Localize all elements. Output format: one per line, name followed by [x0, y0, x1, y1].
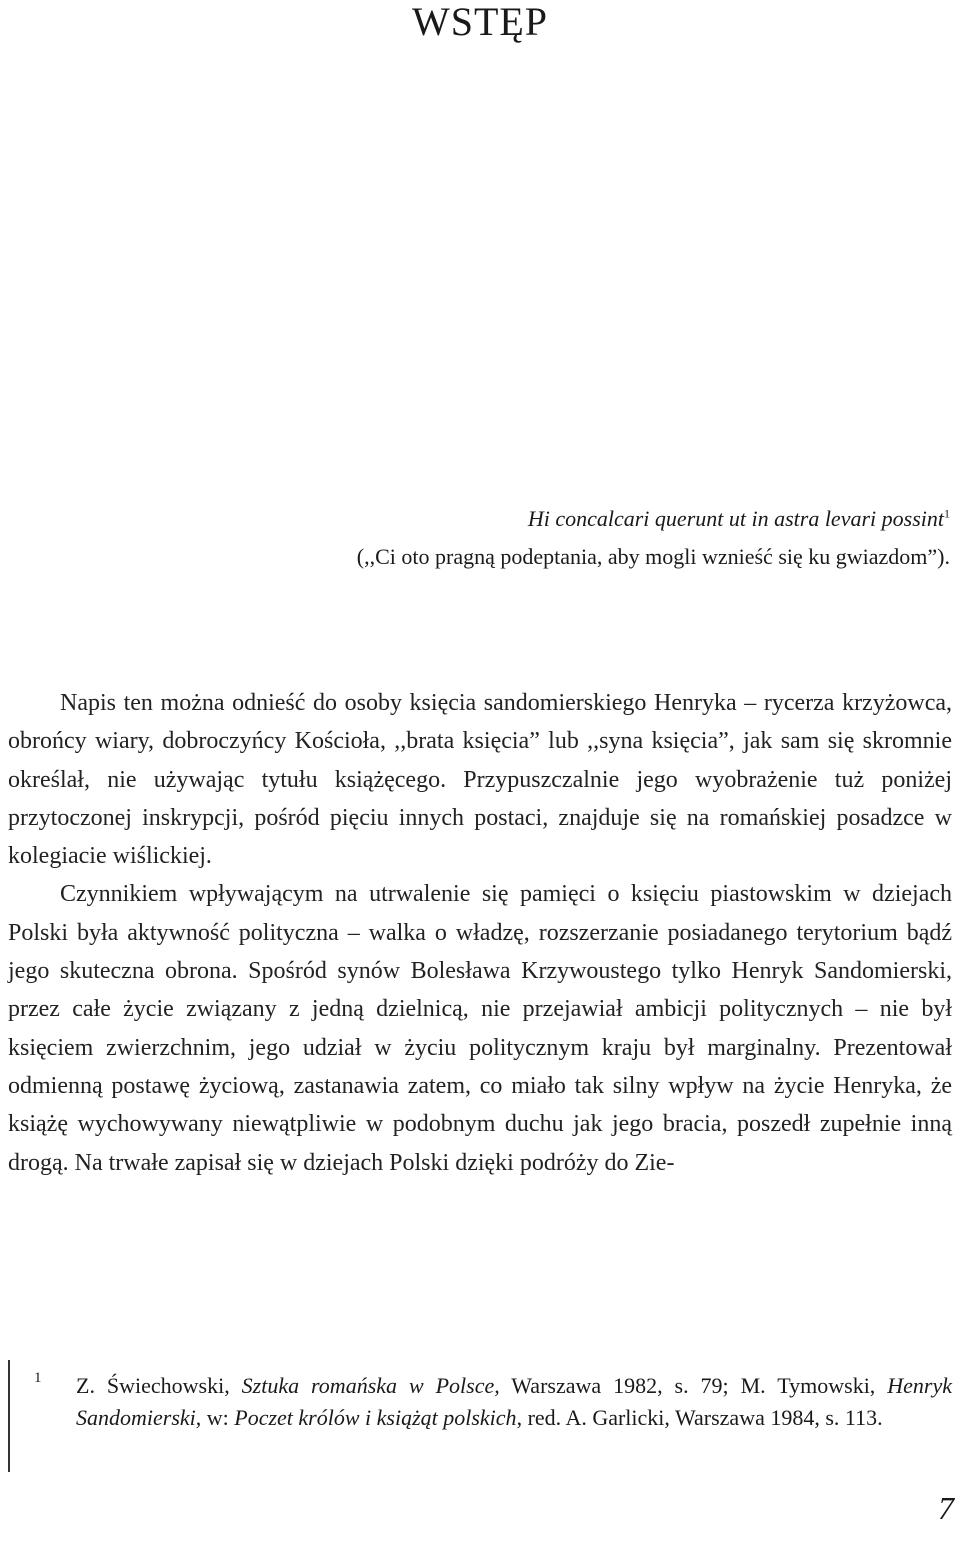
- epigraph-latin-line: [357, 500, 950, 538]
- footnote-part: , w:: [195, 1405, 235, 1430]
- footnote-book-title: Henryk Sandomierski: [76, 1373, 953, 1430]
- page-title: WSTĘP: [411, 0, 549, 44]
- footnote-text: [76, 1370, 952, 1434]
- body-text: [8, 684, 952, 1182]
- footnote-part: Z. Świechowski,: [76, 1373, 242, 1398]
- footnote-rule: [8, 1360, 10, 1472]
- footnote-marker: 1: [34, 1370, 42, 1386]
- paragraph: Czynnikiem wpływającym na utrwalenie się pamięci o księciu piastowskim w dziejach Polski była aktywność polityczna – walka o władzę, rozszerzanie posiadanego terytorium bądź jego skuteczna obrona. Spośród synów Bolesława Krzywoustego tylko Henryk Sandomierski, przez całe życie związany z jedną dzielnicą, nie przejawiał ambicji politycznych – nie był księciem zwierzchnim, jego udział w życiu politycznym kraju był marginalny. Prezentował odmienną postawę życiową, zastanawia zatem, co miało tak silny wpływ na życie Henryka, że książę wychowywany niewątpliwie w podobnym duchu jak jego bracia, poszedł zupełnie inną drogą. Na trwałe zapisał się w dziejach Polski dzięki podróży do Zie-: [8, 881, 952, 1176]
- footnote-part: , red. A. Garlicki, Warszawa 1984, s. 113.: [516, 1405, 883, 1430]
- epigraph: [357, 500, 950, 576]
- epigraph-latin: Hi concalcari querunt ut in astra levari possint: [527, 506, 944, 531]
- page-number: 7: [938, 1490, 954, 1526]
- paragraph: Napis ten można odnieść do osoby księcia sandomierskiego Henryka – rycerza krzyżowca, obrońcy wiary, dobroczyńcy Kościoła, ,,brata księcia” lub ,,syna księcia”, jak sam się skromnie określał, nie używając tytułu książęcego. Przypuszczalnie jego wyobrażenie tuż poniżej przytoczonej inskrypcji, pośród pięciu innych postaci, znajduje się na romańskiej posadzce w kolegiacie wiślickiej.: [8, 690, 952, 870]
- footnote-book-title: Poczet królów i książąt polskich: [234, 1405, 517, 1430]
- epigraph-translation: (,,Ci oto pragną podeptania, aby mogli wznieść się ku gwiazdom”).: [356, 544, 950, 569]
- footnote-book-title: Sztuka romańska w Polsce,: [241, 1373, 500, 1398]
- footnote-reference[interactable]: 1: [944, 506, 950, 521]
- footnote-part: Warszawa 1982, s. 79; M. Tymowski,: [499, 1373, 888, 1398]
